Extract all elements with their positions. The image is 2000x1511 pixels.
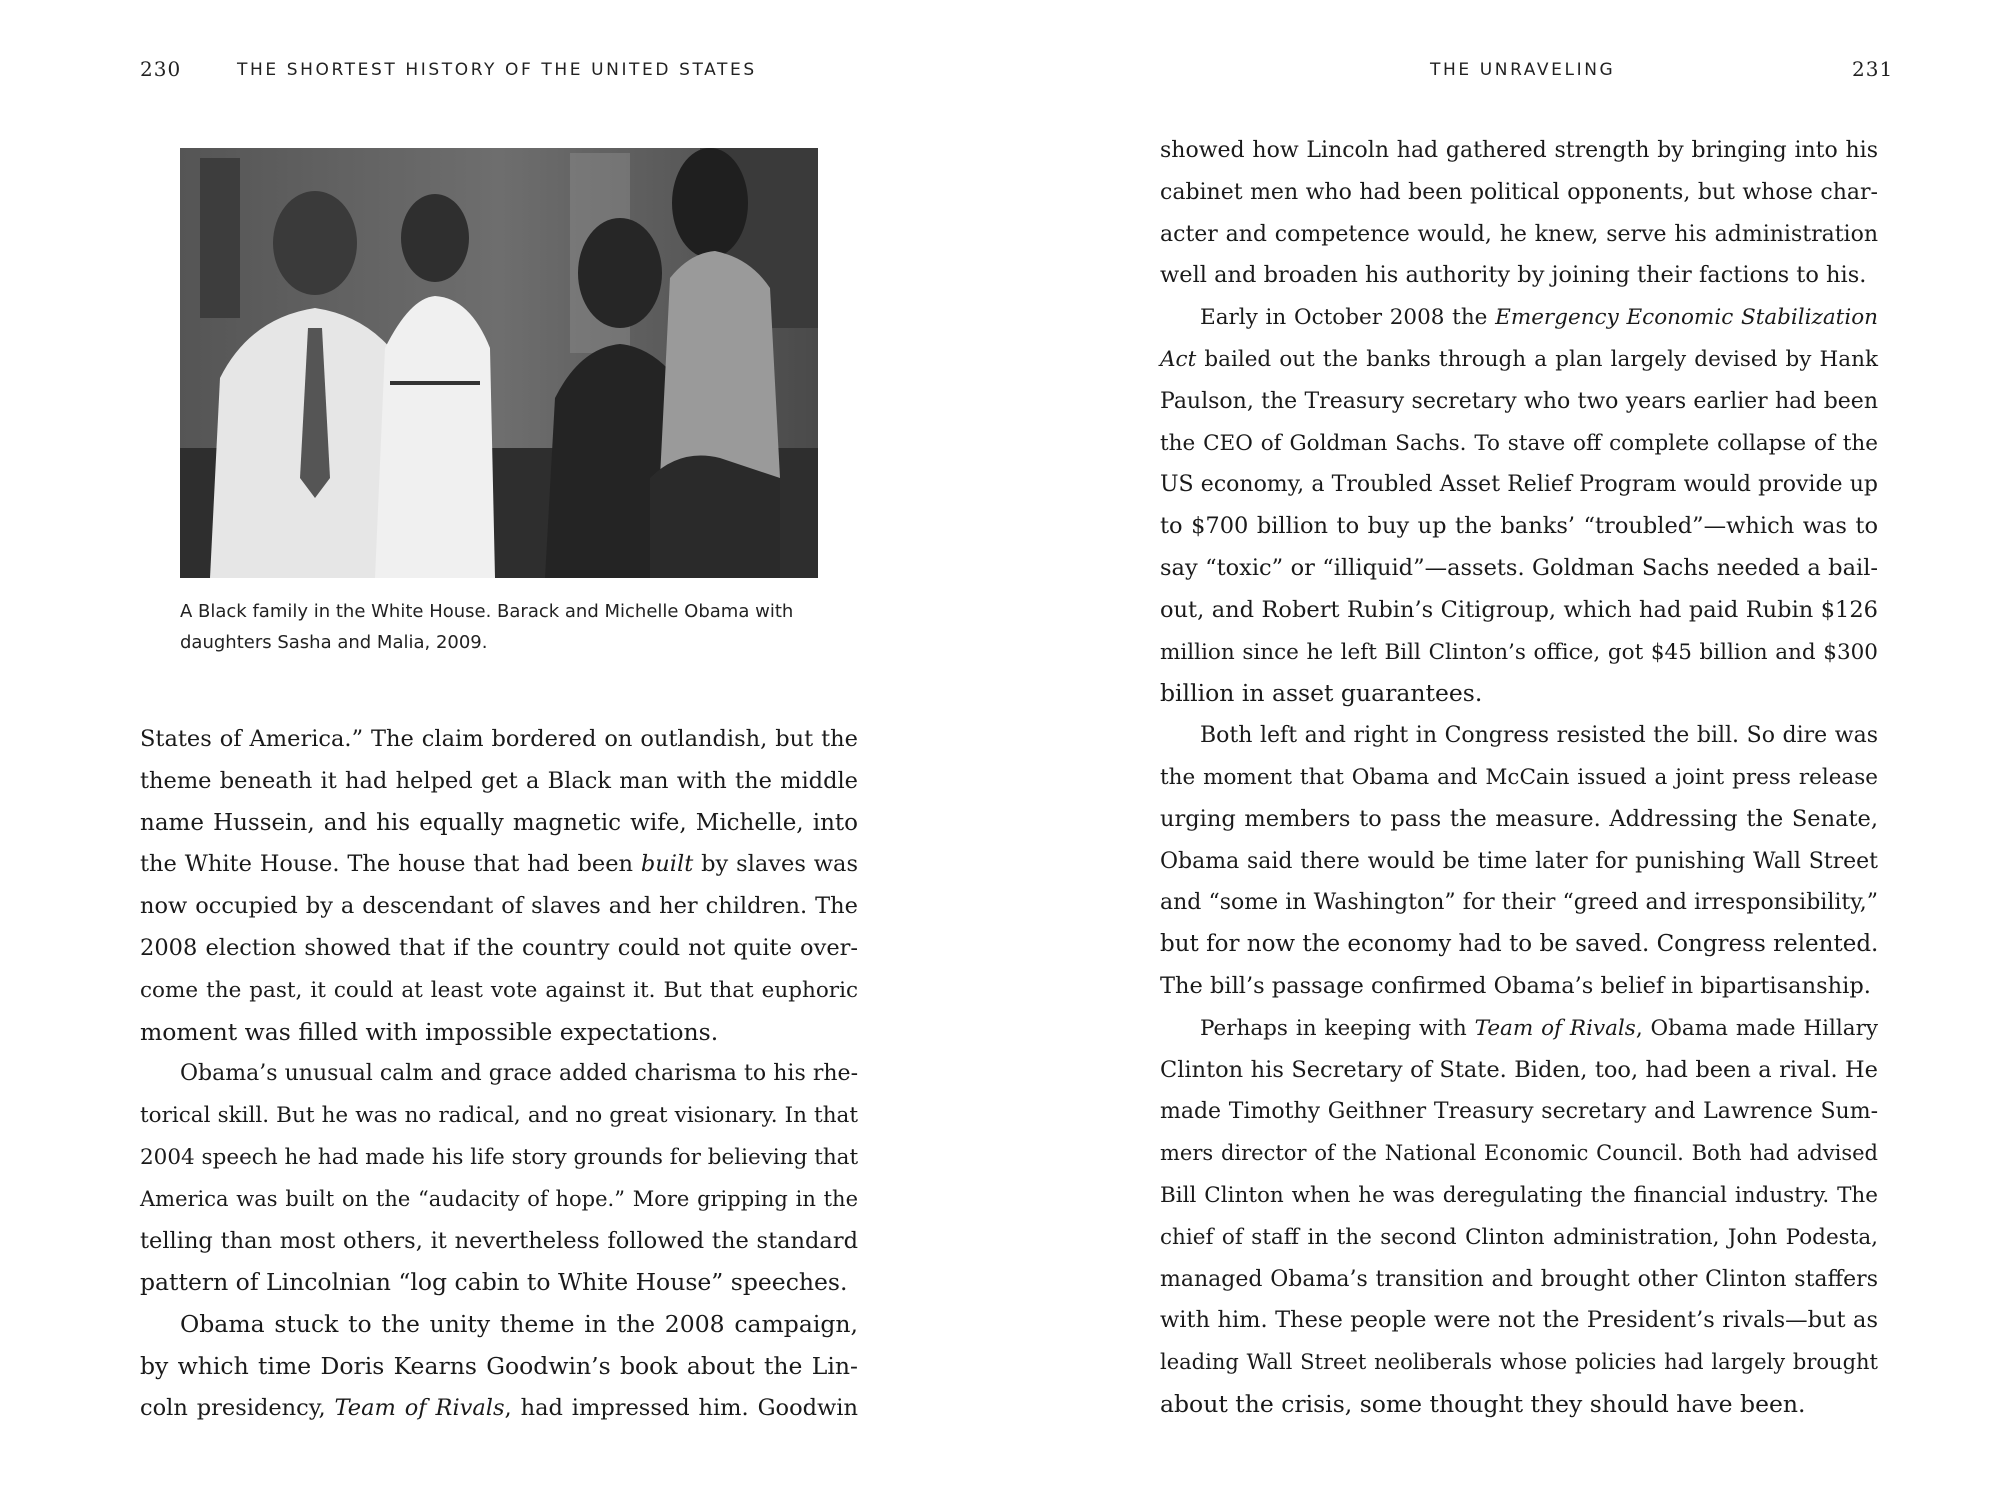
right-page-body: [1160, 130, 1878, 1426]
text-line: billion in asset guarantees.: [1160, 679, 1483, 708]
text-line: coln presidency, Team of Rivals, had impressed him. Goodwin: [140, 1394, 858, 1421]
text-line: Both left and right in Congress resisted the bill. So dire was: [1200, 723, 1878, 749]
text-line: to $700 billion to buy up the banks’ “troubled”—which was to: [1160, 513, 1878, 540]
text-line: Act bailed out the banks through a plan largely devised by Hank: [1160, 346, 1878, 372]
text-line: Paulson, the Treasury secretary who two years earlier had been: [1160, 388, 1878, 414]
text-line: say “toxic” or “illiquid”—assets. Goldman Sachs needed a bail-: [1160, 554, 1878, 581]
running-head-right: THE UNRAVELING: [1430, 60, 1616, 80]
text-line: the White House. The house that had been built by slaves was: [140, 851, 858, 878]
text-line: urging members to pass the measure. Addressing the Senate,: [1160, 805, 1878, 832]
text-line: cabinet men who had been political opponents, but whose char-: [1160, 179, 1878, 205]
text-line: Early in October 2008 the Emergency Economic Stabilization: [1200, 305, 1878, 331]
text-line: come the past, it could at least vote against it. But that euphoric: [140, 977, 858, 1003]
text-line: States of America.” The claim bordered on outlandish, but the: [140, 726, 858, 752]
text-line: moment was filled with impossible expectations.: [140, 1017, 719, 1046]
page-number-right: 231: [1852, 57, 1894, 81]
text-line: about the crisis, some thought they should have been.: [1160, 1389, 1806, 1418]
text-line: Clinton his Secretary of State. Biden, too, had been a rival. He: [1160, 1056, 1878, 1083]
text-line: out, and Robert Rubin’s Citigroup, which had paid Rubin $126: [1160, 596, 1878, 623]
text-line: million since he left Bill Clinton’s office, got $45 billion and $300: [1160, 639, 1878, 665]
text-line: managed Obama’s transition and brought other Clinton staffers: [1160, 1266, 1878, 1292]
text-line: and “some in Washington” for their “greed and irresponsibility,”: [1160, 890, 1878, 916]
text-line: Obama’s unusual calm and grace added charisma to his rhe-: [180, 1061, 858, 1087]
text-line: 2004 speech he had made his life story grounds for believing that: [140, 1144, 859, 1170]
text-line: chief of staff in the second Clinton administration, John Podesta,: [1160, 1224, 1878, 1250]
left-page-body: [140, 719, 858, 1430]
text-line: with him. These people were not the President’s rivals—but as: [1160, 1307, 1878, 1334]
text-line: America was built on the “audacity of hope.” More gripping in the: [140, 1186, 858, 1211]
text-line: but for now the economy had to be saved. Congress relented.: [1160, 931, 1879, 958]
text-line: theme beneath it had helped get a Black man with the middle: [140, 767, 858, 794]
family-photo: [180, 148, 818, 578]
text-line: US economy, a Troubled Asset Relief Program would provide up: [1160, 472, 1878, 498]
page-number-left: 230: [140, 57, 182, 81]
text-line: acter and competence would, he knew, serve his administration: [1160, 221, 1878, 247]
text-line: Obama said there would be time later for punishing Wall Street: [1160, 848, 1878, 874]
text-line: 2008 election showed that if the country could not quite over-: [140, 934, 858, 961]
text-line: by which time Doris Kearns Goodwin’s book about the Lin-: [140, 1351, 858, 1380]
text-line: telling than most others, it nevertheless followed the standard: [140, 1227, 858, 1254]
text-line: mers director of the National Economic Council. Both had advised: [1160, 1141, 1878, 1166]
text-line: name Hussein, and his equally magnetic wife, Michelle, into: [140, 809, 858, 836]
caption-line: A Black family in the White House. Barack and Michelle Obama with: [180, 601, 794, 622]
running-head-left: THE SHORTEST HISTORY OF THE UNITED STATES: [237, 60, 757, 80]
text-line: Bill Clinton when he was deregulating the financial industry. The: [1160, 1182, 1878, 1208]
caption-line: daughters Sasha and Malia, 2009.: [180, 632, 488, 653]
text-line: well and broaden his authority by joining their factions to his.: [1160, 262, 1867, 289]
text-line: now occupied by a descendant of slaves and her children. The: [140, 893, 858, 920]
text-line: made Timothy Geithner Treasury secretary and Lawrence Sum-: [1160, 1099, 1878, 1125]
text-line: pattern of Lincolnian “log cabin to White House” speeches.: [140, 1268, 848, 1297]
text-line: the CEO of Goldman Sachs. To stave off complete collapse of the: [1160, 430, 1878, 456]
photo-caption: [180, 596, 820, 658]
text-line: the moment that Obama and McCain issued a joint press release: [1160, 764, 1878, 790]
text-line: leading Wall Street neoliberals whose policies had largely brought: [1160, 1350, 1878, 1375]
text-line: Obama stuck to the unity theme in the 2008 campaign,: [180, 1310, 858, 1339]
text-line: Perhaps in keeping with Team of Rivals, Obama made Hillary: [1200, 1015, 1879, 1041]
text-line: showed how Lincoln had gathered strength by bringing into his: [1160, 138, 1878, 163]
text-line: torical skill. But he was no radical, and no great visionary. In that: [140, 1103, 858, 1129]
text-line: The bill’s passage confirmed Obama’s belief in bipartisanship.: [1160, 972, 1871, 999]
